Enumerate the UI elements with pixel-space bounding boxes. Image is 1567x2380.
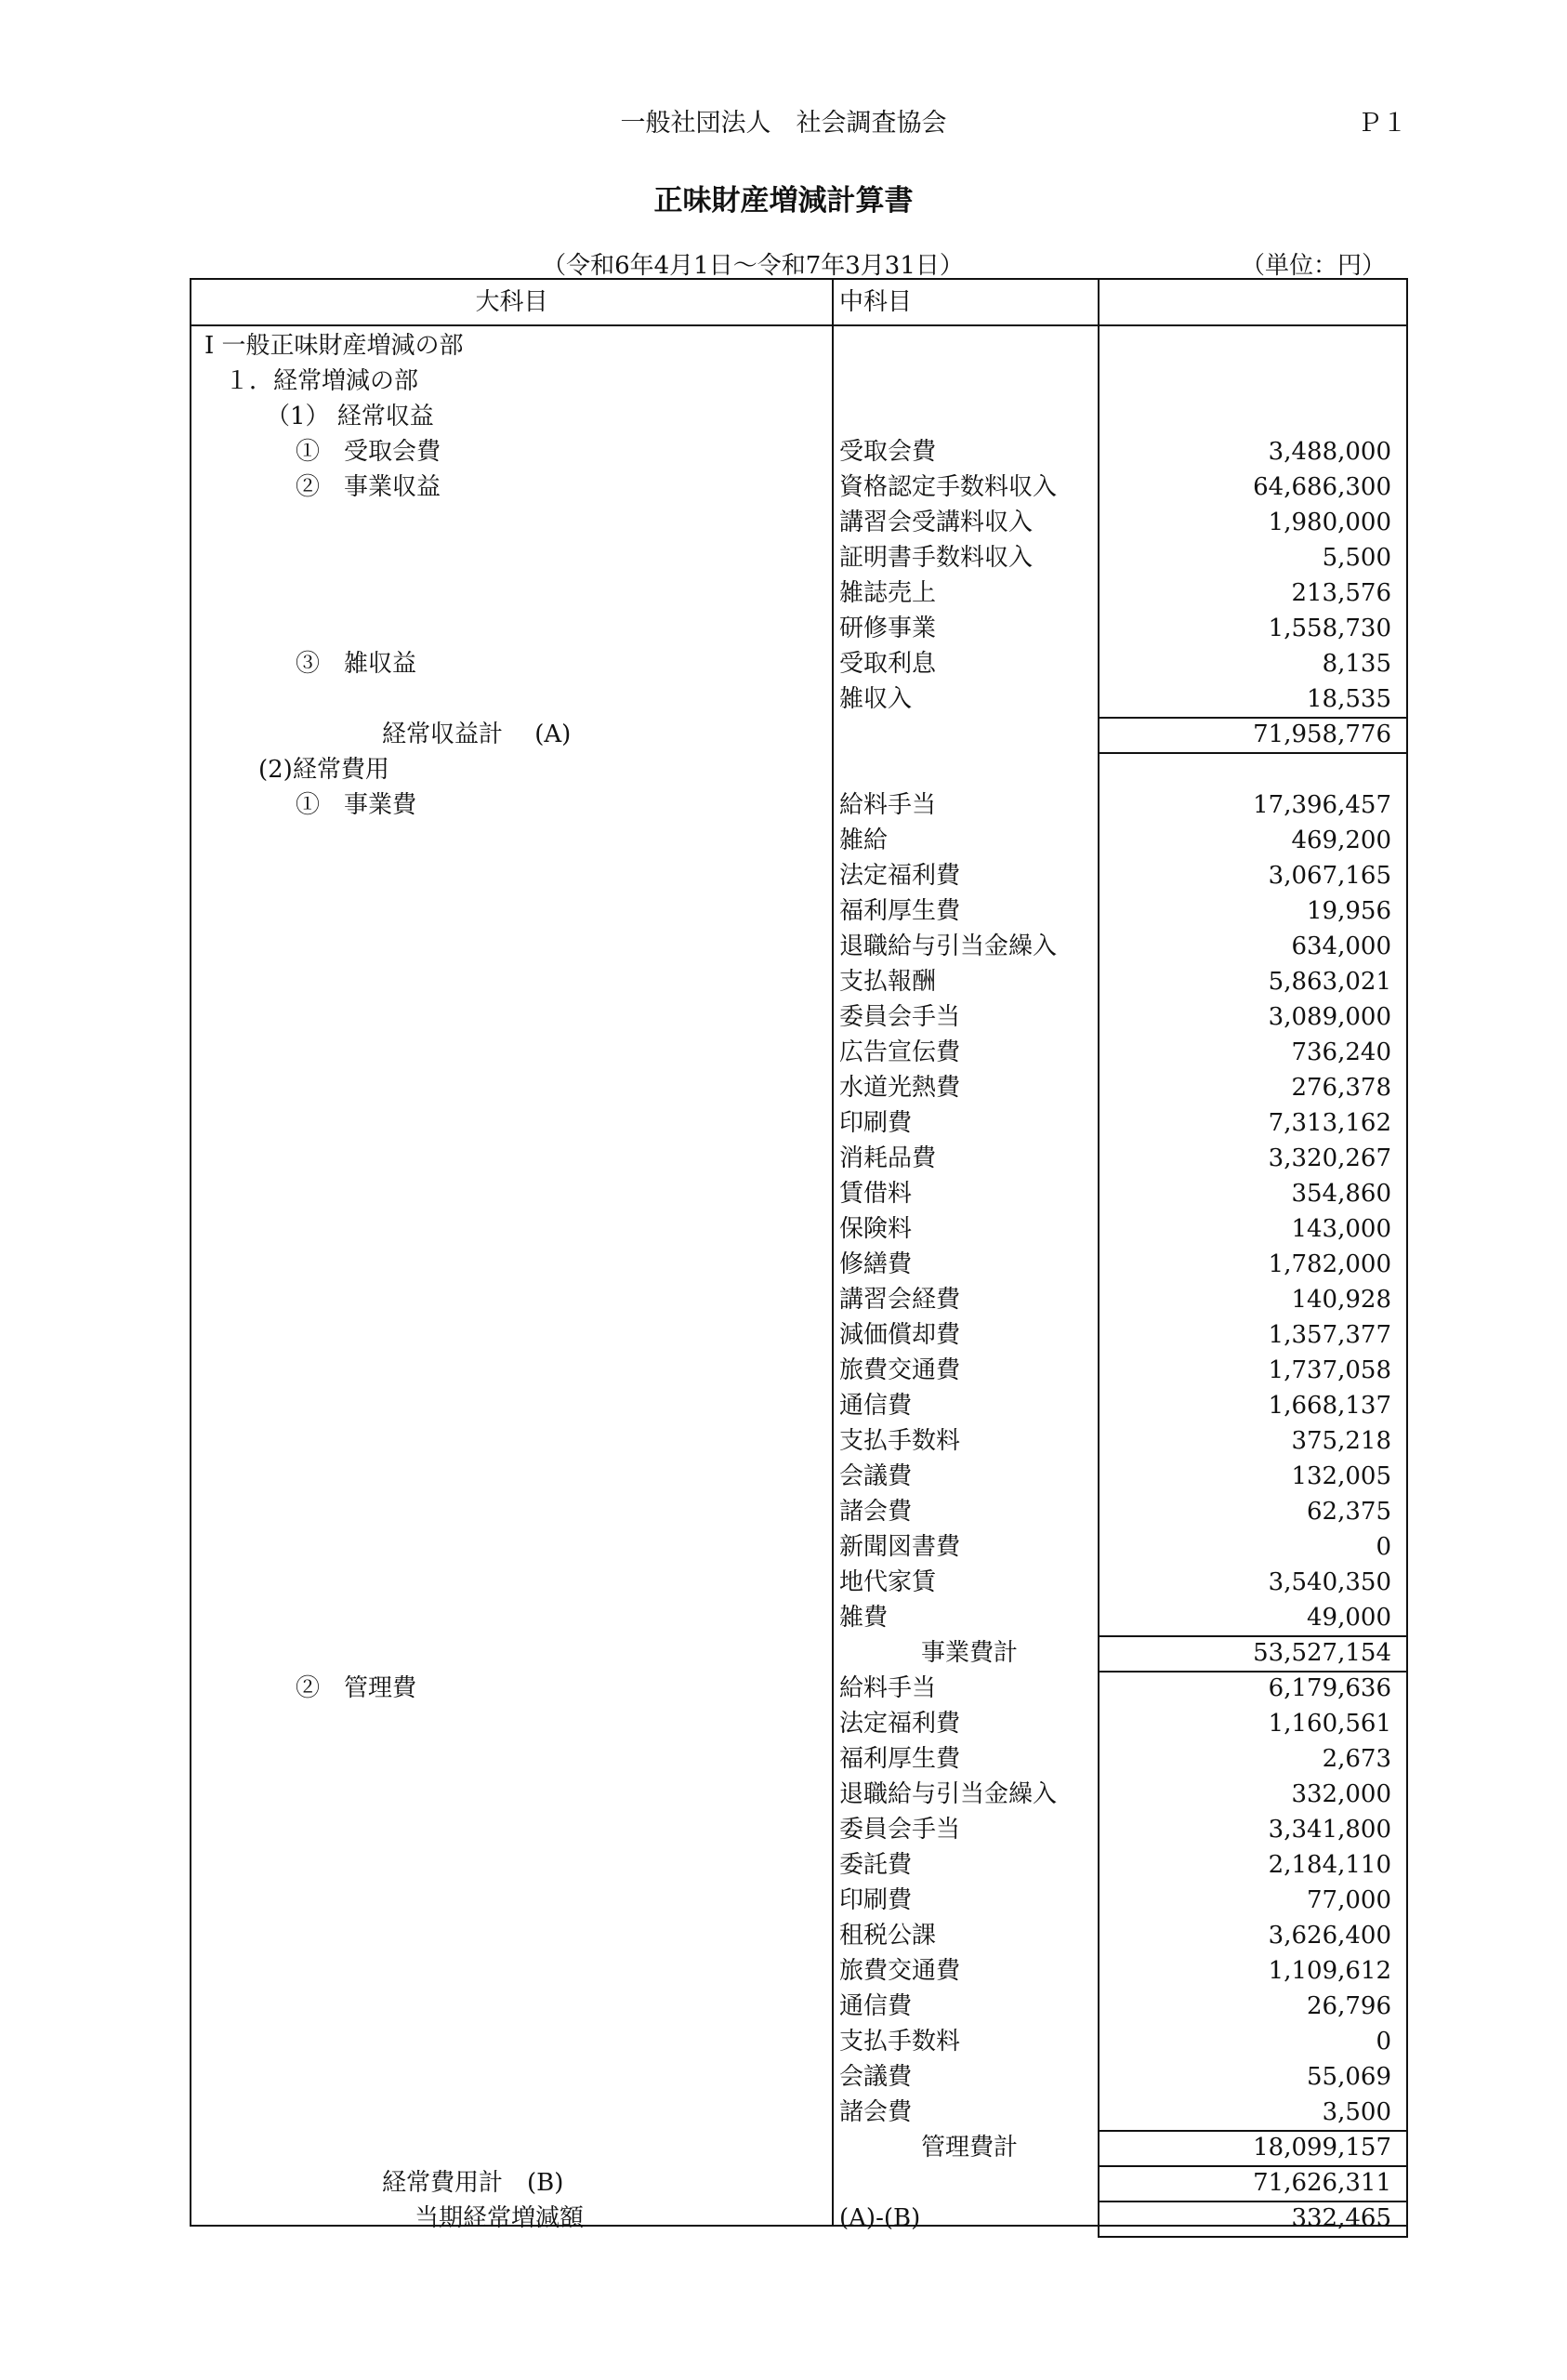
revenue-category: ① 受取会費 xyxy=(296,438,441,466)
net-change-label: 当期経常増減額 xyxy=(415,2204,585,2232)
section-heading: Ⅰ 一般正味財産増減の部 xyxy=(204,332,464,360)
line-item-name: 地代家賃 xyxy=(839,1568,937,1596)
line-item-name: 受取会費 xyxy=(839,438,937,466)
line-item-name: 法定福利費 xyxy=(839,1710,961,1738)
line-item-name: 雑誌売上 xyxy=(839,579,937,607)
line-item-name: 旅費交通費 xyxy=(839,1356,961,1384)
line-item-amount: 3,626,400 xyxy=(1268,1922,1391,1950)
line-item-amount: 1,782,000 xyxy=(1268,1250,1391,1278)
line-item-name: 給料手当 xyxy=(839,1674,937,1702)
statement-table xyxy=(190,278,1408,2232)
line-item-name: 雑収入 xyxy=(839,685,913,713)
line-item-amount: 0 xyxy=(1376,1533,1391,1561)
revenue-heading: （1） 経常収益 xyxy=(266,403,434,430)
expense-category: ② 管理費 xyxy=(296,1674,417,1702)
line-item-name: 新聞図書費 xyxy=(839,1533,961,1561)
line-item-amount: 26,796 xyxy=(1307,1992,1391,2020)
line-item-amount: 354,860 xyxy=(1291,1180,1391,1208)
line-item-name: 雑給 xyxy=(839,826,889,854)
line-item-amount: 213,576 xyxy=(1291,579,1391,607)
expense-category: ① 事業費 xyxy=(296,791,417,819)
fiscal-period: （令和6年4月1日～令和7年3月31日） xyxy=(542,252,964,280)
line-item-amount: 3,089,000 xyxy=(1268,1003,1391,1031)
line-item-amount: 634,000 xyxy=(1291,932,1391,960)
line-item-name: 支払手数料 xyxy=(839,1427,961,1455)
line-item-name: 修繕費 xyxy=(839,1250,913,1278)
organization-name: 一般社団法人 社会調査協会 xyxy=(620,109,947,138)
line-item-amount: 55,069 xyxy=(1307,2063,1391,2091)
revenue-total-label: 経常収益計 (A) xyxy=(382,721,572,748)
line-item-name: 租税公課 xyxy=(839,1922,937,1950)
line-item-amount: 64,686,300 xyxy=(1253,473,1391,501)
document-title: 正味財産増減計算書 xyxy=(653,184,914,218)
line-item-amount: 6,179,636 xyxy=(1268,1674,1391,1702)
line-item-amount: 49,000 xyxy=(1307,1604,1391,1632)
line-item-name: 消耗品費 xyxy=(839,1144,937,1172)
line-item-name: 証明書手数料収入 xyxy=(839,544,1034,572)
column-header-major: 大科目 xyxy=(475,288,548,316)
line-item-amount: 2,673 xyxy=(1322,1745,1391,1773)
line-item-amount: 3,341,800 xyxy=(1268,1816,1391,1844)
line-item-amount: 1,357,377 xyxy=(1268,1321,1391,1349)
expense-heading: (2)経常費用 xyxy=(258,756,389,784)
line-item-amount: 62,375 xyxy=(1307,1498,1391,1526)
line-item-name: 雑費 xyxy=(839,1604,889,1632)
line-item-amount: 5,500 xyxy=(1322,544,1391,572)
line-item-name: 会議費 xyxy=(839,2063,913,2091)
line-item-name: 広告宣伝費 xyxy=(839,1038,961,1066)
line-item-name: 研修事業 xyxy=(839,615,937,642)
expense-total-label: 経常費用計 (B) xyxy=(382,2169,564,2197)
line-item-name: 通信費 xyxy=(839,1392,913,1420)
line-item-name: 委託費 xyxy=(839,1851,913,1879)
page-number: Ｐ１ xyxy=(1357,109,1407,138)
line-item-name: 印刷費 xyxy=(839,1109,913,1137)
expense-total-amount: 71,626,311 xyxy=(1253,2169,1391,2197)
line-item-name: 水道光熱費 xyxy=(839,1074,961,1102)
line-item-amount: 3,500 xyxy=(1322,2098,1391,2126)
line-item-name: 退職給与引当金繰入 xyxy=(839,1780,1058,1808)
line-item-name: 講習会受講料収入 xyxy=(839,509,1034,536)
line-item-amount: 469,200 xyxy=(1291,826,1391,854)
line-item-name: 退職給与引当金繰入 xyxy=(839,932,1058,960)
line-item-name: 資格認定手数料収入 xyxy=(839,473,1058,501)
admin-total-label: 管理費計 xyxy=(920,2134,1018,2162)
line-item-amount: 736,240 xyxy=(1291,1038,1391,1066)
line-item-name: 旅費交通費 xyxy=(839,1957,961,1985)
line-item-amount: 7,313,162 xyxy=(1268,1109,1391,1137)
line-item-name: 諸会費 xyxy=(839,1498,913,1526)
business-total-amount: 53,527,154 xyxy=(1253,1639,1391,1667)
line-item-name: 委員会手当 xyxy=(839,1003,961,1031)
line-item-name: 受取利息 xyxy=(839,650,937,678)
line-item-name: 委員会手当 xyxy=(839,1816,961,1844)
line-item-amount: 375,218 xyxy=(1291,1427,1391,1455)
revenue-category: ③ 雑収益 xyxy=(296,650,417,678)
admin-total-amount: 18,099,157 xyxy=(1253,2134,1391,2162)
net-change-formula: (A)-(B) xyxy=(839,2204,921,2232)
line-item-name: 福利厚生費 xyxy=(839,1745,961,1773)
line-item-amount: 276,378 xyxy=(1291,1074,1391,1102)
line-item-name: 減価償却費 xyxy=(839,1321,961,1349)
line-item-amount: 332,000 xyxy=(1291,1780,1391,1808)
line-item-name: 支払報酬 xyxy=(839,968,937,996)
line-item-amount: 1,980,000 xyxy=(1268,509,1391,536)
line-item-amount: 3,488,000 xyxy=(1268,438,1391,466)
column-divider xyxy=(1098,280,1100,2225)
line-item-amount: 3,067,165 xyxy=(1268,862,1391,890)
line-item-amount: 3,320,267 xyxy=(1268,1144,1391,1172)
line-item-amount: 2,184,110 xyxy=(1268,1851,1391,1879)
line-item-amount: 1,109,612 xyxy=(1268,1957,1391,1985)
line-item-name: 支払手数料 xyxy=(839,2028,961,2056)
line-item-amount: 1,558,730 xyxy=(1268,615,1391,642)
line-item-amount: 143,000 xyxy=(1291,1215,1391,1243)
line-item-amount: 132,005 xyxy=(1291,1462,1391,1490)
line-item-amount: 5,863,021 xyxy=(1268,968,1391,996)
line-item-name: 通信費 xyxy=(839,1992,913,2020)
line-item-amount: 0 xyxy=(1376,2028,1391,2056)
line-item-name: 会議費 xyxy=(839,1462,913,1490)
line-item-name: 賃借料 xyxy=(839,1180,913,1208)
line-item-amount: 8,135 xyxy=(1322,650,1391,678)
line-item-name: 保険料 xyxy=(839,1215,913,1243)
column-divider xyxy=(832,280,834,2225)
line-item-name: 福利厚生費 xyxy=(839,897,961,925)
line-item-name: 給料手当 xyxy=(839,791,937,819)
line-item-amount: 140,928 xyxy=(1291,1286,1391,1314)
line-item-name: 講習会経費 xyxy=(839,1286,961,1314)
line-item-amount: 77,000 xyxy=(1307,1886,1391,1914)
line-item-amount: 17,396,457 xyxy=(1253,791,1391,819)
net-change-amount: 332,465 xyxy=(1291,2204,1391,2232)
line-item-amount: 19,956 xyxy=(1307,897,1391,925)
header-divider xyxy=(191,324,1406,326)
currency-unit: （単位：円） xyxy=(1241,252,1387,280)
revenue-category: ② 事業収益 xyxy=(296,473,441,501)
line-item-amount: 3,540,350 xyxy=(1268,1568,1391,1596)
line-item-amount: 1,668,137 xyxy=(1268,1392,1391,1420)
subsection-heading: １．経常増減の部 xyxy=(225,367,419,395)
line-item-amount: 1,737,058 xyxy=(1268,1356,1391,1384)
line-item-amount: 18,535 xyxy=(1307,685,1391,713)
business-total-label: 事業費計 xyxy=(920,1639,1018,1667)
line-item-name: 諸会費 xyxy=(839,2098,913,2126)
revenue-total-amount: 71,958,776 xyxy=(1253,721,1391,748)
column-header-middle: 中科目 xyxy=(839,288,913,316)
line-item-name: 法定福利費 xyxy=(839,862,961,890)
line-item-name: 印刷費 xyxy=(839,1886,913,1914)
line-item-amount: 1,160,561 xyxy=(1268,1710,1391,1738)
